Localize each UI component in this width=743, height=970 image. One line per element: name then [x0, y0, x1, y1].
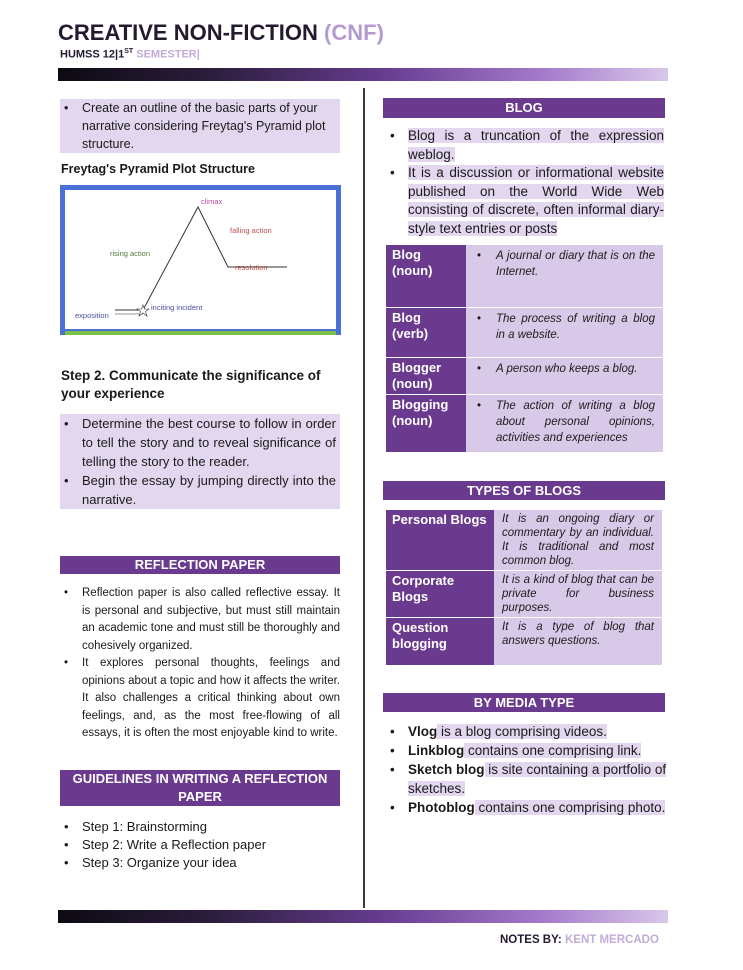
list-item: • Blog is a truncation of the expression weblog.: [386, 127, 664, 164]
types-heading: TYPES OF BLOGS: [383, 481, 665, 500]
table-row: [386, 394, 663, 452]
label-climax: climax: [201, 197, 223, 206]
reflection-heading: REFLECTION PAPER: [60, 556, 340, 574]
title-main: CREATIVE NON-FICTION: [58, 20, 318, 45]
blog-types-table: [386, 510, 662, 666]
label-inciting-incident: inciting incident: [151, 303, 203, 312]
footer-gradient-bar: [58, 910, 668, 923]
media-type-heading: BY MEDIA TYPE: [383, 693, 665, 712]
list-item: • Sketch blog is site containing a portfolio of sketches.: [386, 760, 668, 798]
definition-cell: It is a kind of blog that can be private for business purposes.: [494, 571, 662, 618]
subtitle-sup: ST: [124, 48, 134, 55]
label-falling-action: falling action: [230, 226, 272, 235]
reflection-list: [60, 585, 340, 743]
list-item: • Step 3: Organize your idea: [60, 854, 340, 872]
freytag-title: Freytag's Pyramid Plot Structure: [61, 162, 256, 176]
page-title: [58, 20, 384, 46]
table-row: [386, 307, 663, 357]
blog-heading: BLOG: [383, 98, 665, 118]
subtitle-pipe: |: [196, 48, 200, 61]
list-item: • It is a discussion or informational website published on the World Wide Web consisting of discrete, often informal diary-style text entries or posts: [386, 164, 664, 238]
definition-cell: It is an ongoing diary or commentary by an individual. It is traditional and most common blog.: [494, 510, 662, 571]
table-row: [386, 571, 662, 618]
inciting-star-icon: [137, 305, 149, 316]
term-cell: Question blogging: [386, 618, 494, 666]
header-gradient-bar: [58, 68, 668, 81]
column-divider: [363, 88, 365, 908]
freytag-diagram: [60, 185, 341, 335]
label-resolution: resolution: [235, 263, 268, 272]
term-cell: Blog (noun): [386, 245, 466, 307]
term-cell: Corporate Blogs: [386, 571, 494, 618]
step2-title: Step 2. Communicate the significance of your experience: [61, 368, 321, 401]
term-cell: Blogging (noun): [386, 394, 466, 452]
term-cell: Personal Blogs: [386, 510, 494, 571]
blog-list: [386, 127, 664, 238]
title-abbrev: (CNF): [324, 20, 384, 45]
table-row: [386, 245, 663, 307]
term-cell: Blog (verb): [386, 307, 466, 357]
step2-list: [60, 414, 340, 509]
subtitle-semester: SEMESTER: [136, 48, 197, 61]
list-item: • Begin the essay by jumping directly into the narrative.: [60, 471, 340, 509]
guidelines-heading: GUIDELINES IN WRITING A REFLECTION PAPER: [60, 770, 340, 806]
media-type-list: [386, 722, 668, 817]
list-item: • Create an outline of the basic parts of your narrative considering Freytag's Pyramid plot structure.: [60, 99, 340, 153]
definition-cell: It is a type of blog that answers questions.: [494, 618, 662, 666]
term-cell: Blogger (noun): [386, 357, 466, 394]
list-item: • Step 1: Brainstorming: [60, 818, 340, 836]
list-item: • Step 2: Write a Reflection paper: [60, 836, 340, 854]
notes-label: NOTES BY:: [500, 934, 562, 946]
list-item: • Linkblog contains one comprising link.: [386, 741, 668, 760]
definition-cell: • The process of writing a blog in a website.: [466, 307, 663, 357]
list-item: • Vlog is a blog comprising videos.: [386, 722, 668, 741]
definition-cell: • The action of writing a blog about personal opinions, activities and experiences: [466, 394, 663, 452]
list-item: • Determine the best course to follow in order to tell the story and to reveal significance of telling the story to the reader.: [60, 414, 340, 471]
label-exposition: exposition: [75, 311, 109, 320]
author-credit: [500, 934, 659, 946]
blog-definitions-table: [386, 245, 663, 453]
diagram-green-strip: [65, 331, 336, 335]
subtitle-course: HUMSS 12|1: [60, 48, 125, 61]
page-subtitle: [60, 48, 200, 61]
label-rising-action: rising action: [110, 249, 151, 258]
definition-cell: • A journal or diary that is on the Internet.: [466, 245, 663, 307]
notes-author: KENT MERCADO: [564, 934, 659, 946]
table-row: [386, 357, 663, 394]
definition-cell: • A person who keeps a blog.: [466, 357, 663, 394]
list-item: • It explores personal thoughts, feelings and opinions about a topic and how it affects the writer. It also challenges a critical thinking about own feelings, and, as the most free-flowing of all essays, it is often the most enjoyable kind to write.: [60, 655, 340, 743]
intro-list: [60, 99, 340, 153]
guidelines-list: [60, 818, 340, 872]
table-row: [386, 618, 662, 666]
table-row: [386, 510, 662, 571]
list-item: • Reflection paper is also called reflective essay. It is personal and subjective, but must still maintain an academic tone and must still be thoroughly and cohesively organized.: [60, 585, 340, 655]
list-item: • Photoblog contains one comprising photo.: [386, 798, 668, 817]
